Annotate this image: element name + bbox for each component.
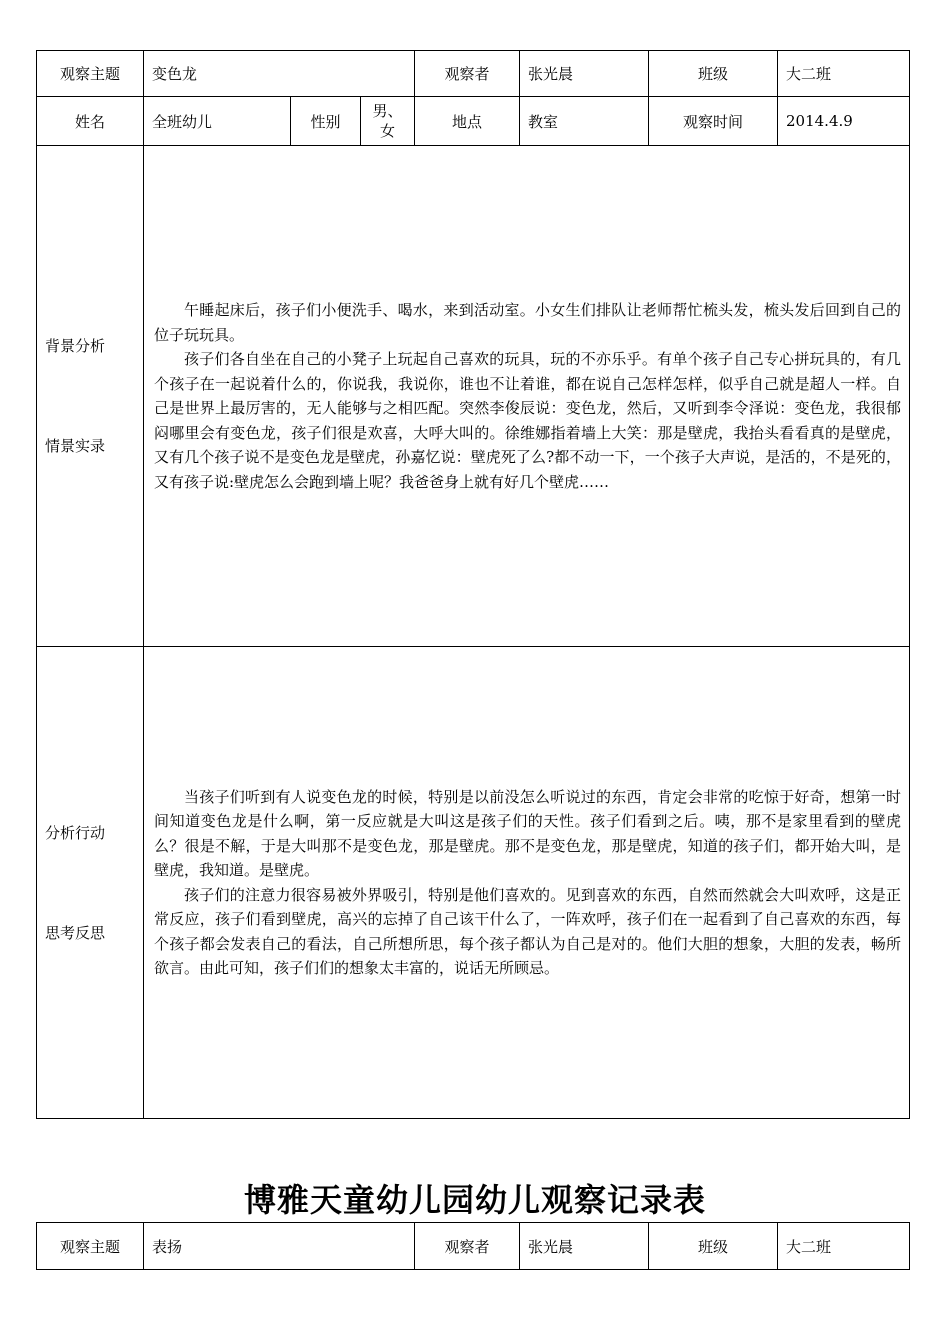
observer-value: 张光晨 xyxy=(520,51,649,97)
section1-content xyxy=(144,146,910,647)
observer-value: 张光晨 xyxy=(520,1223,649,1270)
header-row-1 xyxy=(37,51,910,97)
section2-labels xyxy=(37,647,144,1119)
observation-table-1 xyxy=(36,50,910,1119)
section2-content xyxy=(144,647,910,1119)
class-label: 班级 xyxy=(649,1223,778,1270)
topic-label: 观察主题 xyxy=(37,1223,144,1270)
section-background xyxy=(37,146,910,647)
observation-table-2 xyxy=(36,1222,910,1270)
gender-label: 性别 xyxy=(291,97,361,146)
background-analysis-label: 背景分析 xyxy=(45,337,106,355)
section2-paragraph: 当孩子们听到有人说变色龙的时候，特别是以前没怎么听说过的东西，肯定会非常的吃惊于好奇，想第一时间知道变色龙是什么啊，第一反应就是大叫这是孩子们的天性。孩子们看到之后。咦，那不是家里看到的壁虎么？很是不解，于是大叫那不是变色龙，那是壁虎。那不是变色龙，那是壁虎，知道的孩子们，都开始大叫，是壁虎，我知道。是壁虎。 xyxy=(154,787,901,879)
section1-paragraph: 午睡起床后，孩子们小便洗手、喝水，来到活动室。小女生们排队让老师帮忙梳头发，梳头发后回到自己的位子玩玩具。 xyxy=(154,301,901,344)
gender-value-line-1: 男、 xyxy=(372,102,403,120)
header-row-1 xyxy=(37,1223,910,1270)
topic-value: 表扬 xyxy=(144,1223,415,1270)
topic-label: 观察主题 xyxy=(37,51,144,97)
observer-label: 观察者 xyxy=(415,1223,520,1270)
observer-label: 观察者 xyxy=(415,51,520,97)
class-value: 大二班 xyxy=(778,51,910,97)
document-title: 博雅天童幼儿园幼儿观察记录表 xyxy=(243,1181,706,1219)
section2-paragraph: 孩子们的注意力很容易被外界吸引，特别是他们喜欢的。见到喜欢的东西，自然而然就会大叫欢呼，这是正常反应，孩子们看到壁虎，高兴的忘掉了自己该干什么了，一阵欢呼，孩子们在一起看到了自己喜欢的东西，每个孩子都会发表自己的看法，自己所想所思，每个孩子都认为自己是对的。他们大胆的想象，大胆的发表，畅所欲言。由此可知，孩子们们的想象太丰富的，说话无所顾忌。 xyxy=(154,885,901,977)
class-label: 班级 xyxy=(649,51,778,97)
topic-value: 变色龙 xyxy=(144,51,415,97)
time-value: 2014.4.9 xyxy=(778,97,910,146)
name-label: 姓名 xyxy=(37,97,144,146)
gender-value xyxy=(361,97,415,146)
situation-record-label: 情景实录 xyxy=(45,437,106,455)
time-label: 观察时间 xyxy=(649,97,778,146)
header-row-2 xyxy=(37,97,910,146)
section-analysis xyxy=(37,647,910,1119)
analysis-action-label: 分析行动 xyxy=(45,823,106,842)
place-value: 教室 xyxy=(520,97,649,146)
class-value: 大二班 xyxy=(778,1223,910,1270)
reflection-label: 思考反思 xyxy=(45,923,106,942)
section1-labels xyxy=(37,146,144,647)
section1-paragraph: 孩子们各自坐在自己的小凳子上玩起自己喜欢的玩具，玩的不亦乐乎。有单个孩子自己专心拼玩具的，有几个孩子在一起说着什么的，你说我，我说你，谁也不让着谁，都在说自己怎样怎样，似乎自己就是超人一样。自己是世界上最厉害的，无人能够与之相匹配。突然李俊辰说：变色龙，然后，又听到李令泽说：变色龙，我很郁闷哪里会有变色龙，孩子们很是欢喜，大呼大叫的。徐维娜指着墙上大笑：那是壁虎，我抬头看看真的是壁虎，又有几个孩子说不是变色龙是壁虎，孙嘉忆说：壁虎死了么?都不动一下，一个孩子大声说，是活的，不是死的，又有孩子说:壁虎怎么会跑到墙上呢？我爸爸身上就有好几个壁虎…… xyxy=(154,350,901,491)
place-label: 地点 xyxy=(415,97,520,146)
gender-value-line-2: 女 xyxy=(379,122,395,140)
name-value: 全班幼儿 xyxy=(144,97,291,146)
